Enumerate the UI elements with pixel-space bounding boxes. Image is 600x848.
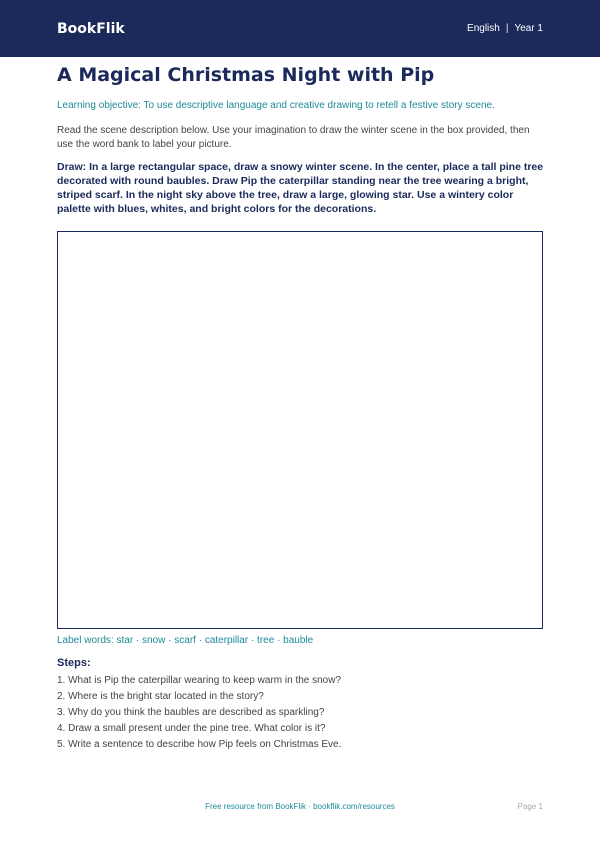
page-title: A Magical Christmas Night with Pip — [57, 64, 435, 86]
step-item: 2. Where is the bright star located in the story? — [57, 691, 264, 702]
steps-heading: Steps: — [57, 657, 91, 669]
subject-year — [467, 23, 543, 34]
learning-objective: Learning objective: To use descriptive language and creative drawing to retell a festive story scene. — [57, 100, 495, 111]
footer-resource-link[interactable]: Free resource from BookFlik · bookflik.com/resources — [205, 802, 395, 811]
year-label: Year 1 — [514, 23, 543, 34]
draw-prompt: Draw: In a large rectangular space, draw a snowy winter scene. In the center, place a tall pine tree decorated with round baubles. Draw Pip the caterpillar standing near the tree wearing a bright, striped scarf. In the night sky above the tree, draw a large, glowing star. Use a wintery color palette with blues, whites, and bright colors for the decorations. — [57, 161, 544, 215]
step-item: 3. Why do you think the baubles are described as sparkling? — [57, 707, 325, 718]
steps-list — [57, 675, 341, 755]
step-item: 1. What is Pip the caterpillar wearing to keep warm in the snow? — [57, 675, 342, 686]
separator: | — [505, 23, 509, 34]
instructions-text: Read the scene description below. Use your imagination to draw the winter scene in the box provided, then use the word bank to label your picture. — [57, 125, 530, 150]
brand-logo[interactable]: BookFlik — [57, 20, 125, 37]
step-item: 4. Draw a small present under the pine tree. What color is it? — [57, 723, 326, 734]
step-item: 5. Write a sentence to describe how Pip feels on Christmas Eve. — [57, 739, 342, 750]
subject-label: English — [467, 23, 500, 34]
page-number: Page 1 — [517, 802, 543, 811]
drawing-box[interactable] — [57, 231, 543, 629]
label-words: Label words: star · snow · scarf · caterpillar · tree · bauble — [57, 635, 314, 646]
header-bar — [0, 0, 600, 57]
